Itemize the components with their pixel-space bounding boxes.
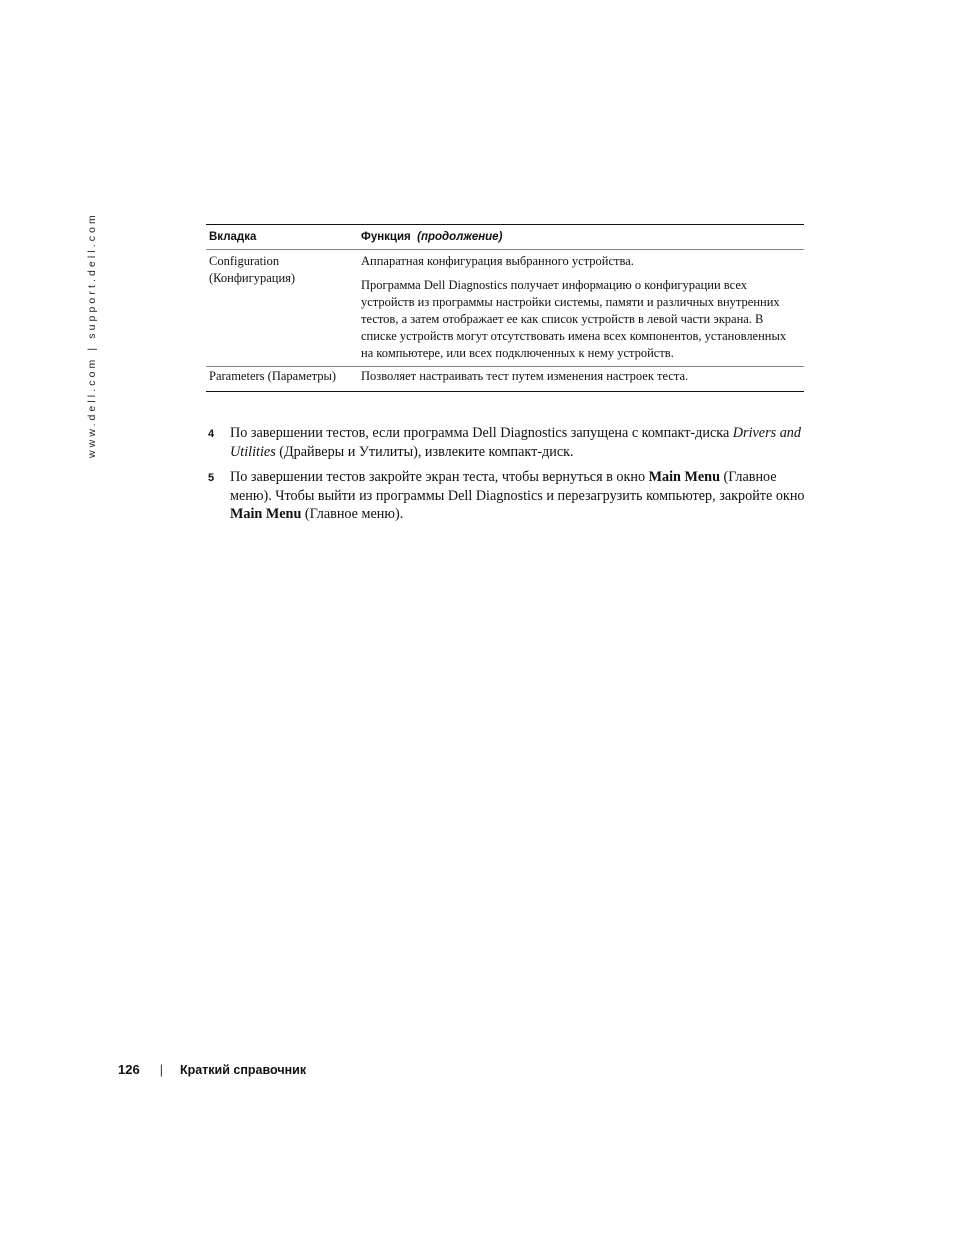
step-4-number: 4 (208, 428, 215, 440)
step-5-text-a: По завершении тестов закройте экран теста, чтобы вернуться в окно (230, 469, 649, 485)
header-function-label: Функция (361, 230, 411, 243)
header-function (358, 225, 804, 250)
table-row (206, 250, 804, 367)
step-4-cd-name: Drivers and Utilities (230, 425, 801, 460)
step-5 (208, 468, 814, 524)
step-4-text-a: По завершении тестов, если программа Dell Diagnostics запущена с компакт-диска (230, 425, 733, 441)
configuration-tab-label: Configuration (Конфигурация) (209, 254, 296, 285)
configuration-desc-1: Аппаратная конфигурация выбранного устройства. (361, 254, 634, 268)
step-5-main-menu-1: Main Menu (648, 469, 720, 485)
step-5-text-c: (Главное меню). (301, 506, 404, 522)
row-parameters-function (358, 367, 804, 392)
parameters-desc: Позволяет настраивать тест путем изменения настроек теста. (361, 369, 689, 383)
row-parameters-tab: Parameters (Параметры) (206, 367, 358, 392)
step-5-number: 5 (208, 472, 215, 484)
table-header-row (206, 225, 804, 250)
row-configuration-tab (206, 250, 358, 367)
tab-function-table (206, 224, 804, 392)
step-5-main-menu-2: Main Menu (230, 506, 302, 522)
header-tab: Вкладка (206, 225, 358, 250)
step-4-text (230, 424, 814, 461)
page-number: 126 (118, 1062, 140, 1077)
step-5-text (230, 468, 814, 524)
step-4 (208, 424, 814, 461)
page-footer (118, 1062, 306, 1080)
header-function-note: (продолжение) (417, 230, 503, 243)
table-row (206, 367, 804, 392)
row-configuration-function (358, 250, 804, 367)
step-5-text-b: (Главное меню). Чтобы выйти из программы Dell Diagnostics и перезагрузить компьютер, закройте окно (230, 469, 805, 504)
side-url: www.dell.com | support.dell.com (86, 212, 98, 458)
section-title: Краткий справочник (179, 1063, 307, 1077)
configuration-desc-2: Программа Dell Diagnostics получает информацию о конфигурации всех устройств из программы настройки системы, памяти и различных внутренних тестов, а затем отображает ее как список устройств в левой части экрана. В списке устройств могут отсутствовать имена всех компонентов, установленных на компьютере, или всех подключенных к нему устройств. (361, 278, 787, 360)
footer-separator: | (159, 1063, 163, 1077)
step-4-text-b: (Драйверы и Утилиты), извлеките компакт-диск. (275, 443, 574, 460)
